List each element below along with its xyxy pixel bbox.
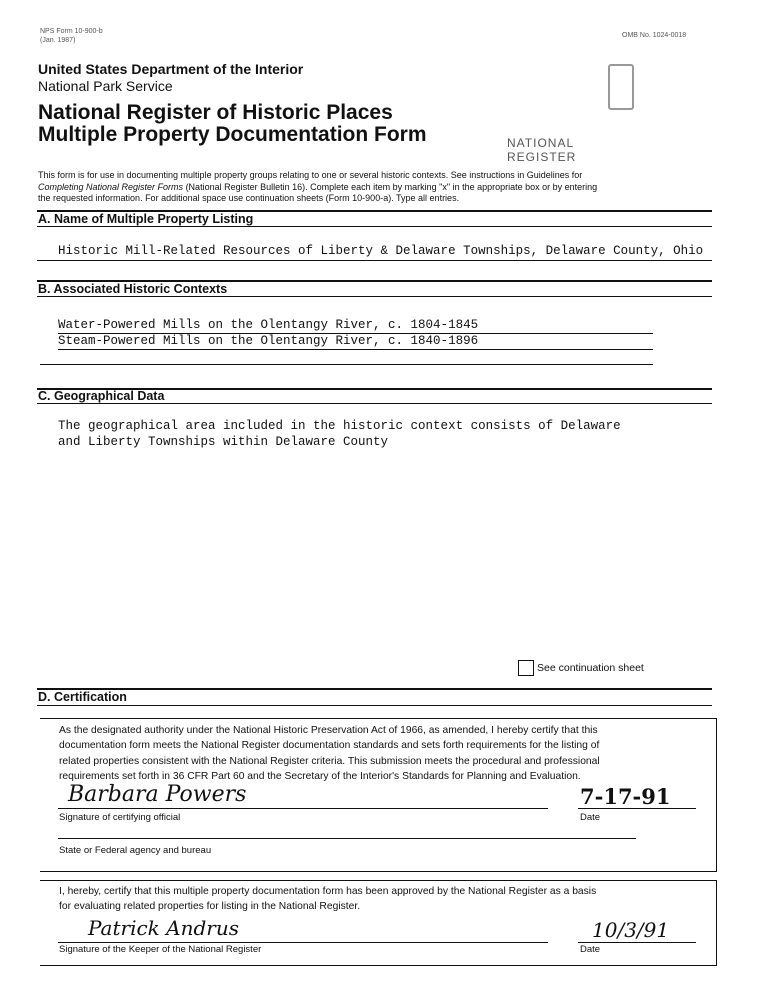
historic-context-2: Steam-Powered Mills on the Olentangy River, c. 1840-1896: [58, 334, 479, 348]
guidelines-title: Completing National Register Forms: [38, 181, 184, 192]
keeper-line-2: for evaluating related properties for listing in the National Register.: [59, 901, 361, 913]
section-d-heading: D. Certification: [38, 690, 127, 704]
certification-statement: [59, 723, 709, 784]
section-c-heading-rule: [37, 403, 712, 404]
context-3-line: [40, 364, 653, 365]
section-c-heading: C. Geographical Data: [38, 389, 165, 403]
keeper-statement: [59, 884, 709, 915]
instructions-line2: [38, 182, 738, 194]
agency-line: [58, 838, 636, 839]
historic-context-1: Water-Powered Mills on the Olentangy River, c. 1804-1845: [58, 318, 479, 332]
context-2-line: [58, 349, 653, 350]
signature-label: Signature of certifying official: [59, 812, 181, 823]
cert-line-3: related properties consistent with the National Register criteria. This submission meets the procedural and professional: [59, 755, 600, 767]
instructions-line2-rest: (National Register Bulletin 16). Complete each item by marking "x" in the appropriate box or by entering: [183, 181, 598, 192]
section-d-top-rule: [37, 688, 712, 690]
section-a-line: [37, 260, 712, 261]
keeper-date-label: Date: [580, 944, 601, 955]
section-d-heading-rule: [37, 705, 712, 706]
keeper-signature-label: Signature of the Keeper of the National Register: [59, 944, 262, 955]
signature-line: [58, 808, 548, 809]
section-b-heading: B. Associated Historic Contexts: [38, 282, 228, 296]
form-date: (Jan. 1987): [40, 37, 76, 44]
instructions-line3: the requested information. For additional space use continuation sheets (Form 10-900-a). Type all entries.: [38, 193, 460, 203]
omb-number: OMB No. 1024-0018: [622, 32, 687, 39]
cert-line-2: documentation form meets the National Register documentation standards and sets forth requirements for the listing of: [59, 740, 600, 752]
cert-line-1: As the designated authority under the National Historic Preservation Act of 1966, as amended, I hereby certify that this: [59, 725, 598, 736]
date-label: Date: [580, 812, 601, 823]
certifying-official-signature: Barbara Powers: [68, 782, 247, 807]
listing-name: Historic Mill-Related Resources of Liberty & Delaware Townships, Delaware County, Ohio: [58, 244, 704, 258]
keeper-line-1: I, hereby, certify that this multiple property documentation form has been approved by the National Register as a basis: [59, 886, 597, 897]
section-b-heading-rule: [37, 296, 712, 297]
geographic-area-line2: and Liberty Townships within Delaware County: [58, 435, 389, 449]
received-stamp-mark: [608, 64, 634, 110]
department-name: United States Department of the Interior: [38, 61, 304, 77]
form-title-line2: Multiple Property Documentation Form: [38, 123, 427, 146]
keeper-signature-line: [58, 942, 548, 943]
continuation-checkbox[interactable]: [518, 660, 534, 676]
certification-date: 7-17-91: [580, 784, 671, 809]
agency-name: National Park Service: [38, 78, 173, 94]
continuation-label: See continuation sheet: [537, 662, 644, 674]
date-line: [578, 808, 696, 809]
keeper-signature: Patrick Andrus: [88, 916, 239, 940]
stamp-line2: REGISTER: [507, 150, 577, 164]
instructions-line1: This form is for use in documenting multiple property groups relating to one or several historic contexts. See instructions in Guidelines for: [38, 170, 583, 180]
keeper-date-line: [578, 942, 696, 943]
form-number: NPS Form 10-900-b: [40, 28, 103, 35]
agency-label: State or Federal agency and bureau: [59, 845, 212, 856]
section-a-heading: A. Name of Multiple Property Listing: [38, 212, 254, 226]
section-a-heading-rule: [37, 226, 712, 227]
form-instructions: [38, 170, 738, 205]
stamp-line1: NATIONAL: [507, 136, 575, 150]
geographic-area-line1: The geographical area included in the historic context consists of Delaware: [58, 419, 621, 433]
cert-line-4: requirements set forth in 36 CFR Part 60 and the Secretary of the Interior's Standards for Planning and Evaluation.: [59, 770, 581, 782]
keeper-date: 10/3/91: [592, 918, 670, 942]
form-title-line1: National Register of Historic Places: [38, 101, 393, 124]
